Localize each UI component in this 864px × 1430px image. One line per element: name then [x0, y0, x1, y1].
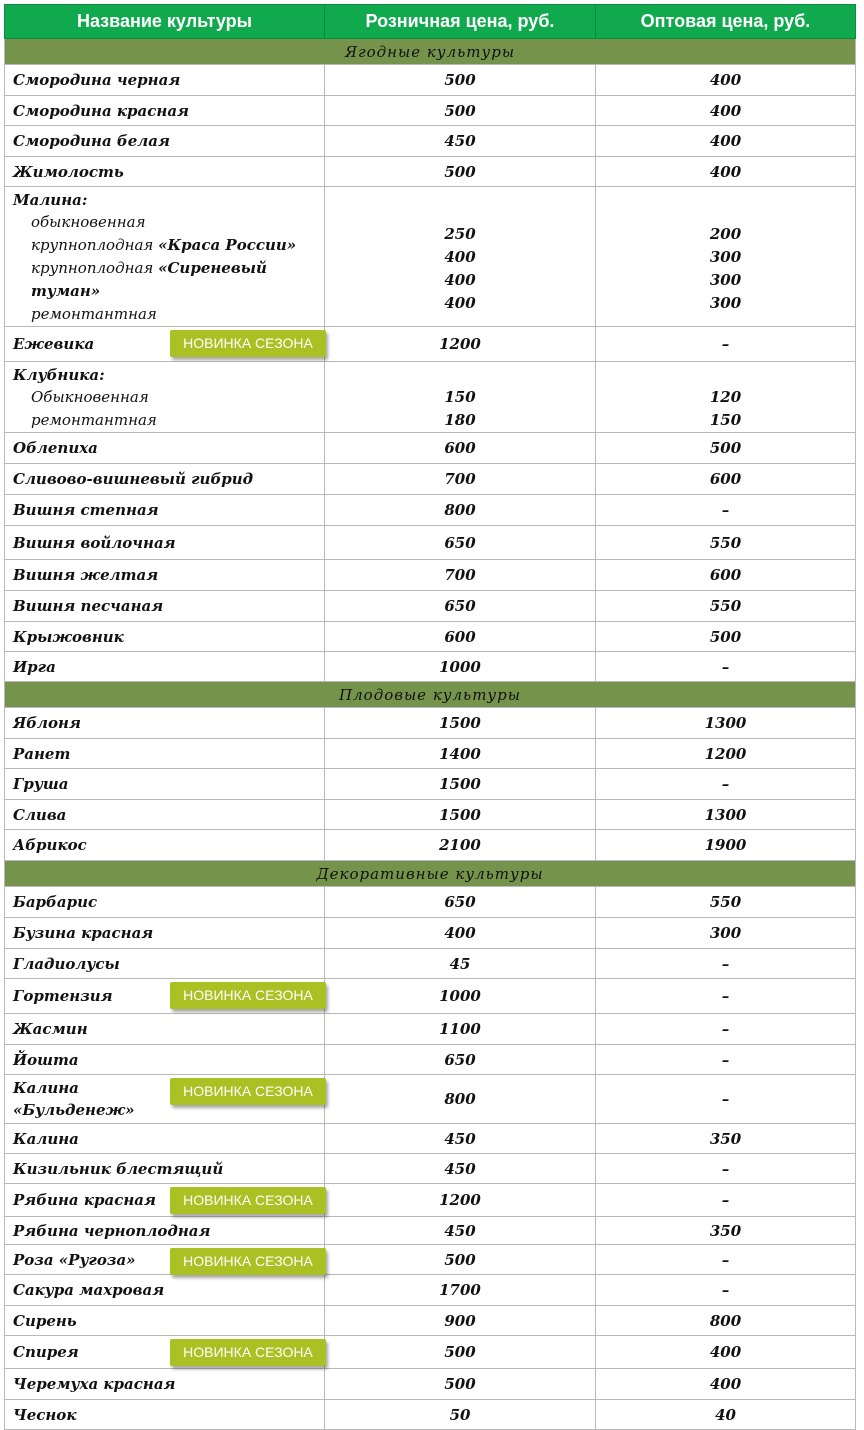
crop-name-cell — [5, 1245, 325, 1275]
crop-name: Жасмин — [5, 1014, 325, 1045]
wholesale-price: 550 — [596, 591, 856, 622]
table-row — [5, 708, 856, 739]
table-row — [5, 433, 856, 464]
retail-price: 250 — [444, 224, 476, 243]
wholesale-price: 1300 — [596, 708, 856, 739]
crop-name: Груша — [5, 769, 325, 800]
table-row — [5, 495, 856, 526]
table-row — [5, 1400, 856, 1430]
table-row — [5, 1217, 856, 1245]
retail-price-group — [325, 362, 596, 433]
crop-name: Барбарис — [5, 887, 325, 918]
wholesale-price: 350 — [596, 1217, 856, 1245]
crop-name: Жимолость — [5, 157, 325, 187]
wholesale-price: 300 — [596, 918, 856, 949]
wholesale-price: 550 — [596, 887, 856, 918]
table-row — [5, 1306, 856, 1336]
retail-price: 700 — [325, 560, 596, 591]
crop-name: Клубника: — [13, 366, 105, 384]
section-title: Плодовые культуры — [5, 682, 856, 708]
wholesale-price: 300 — [709, 270, 742, 289]
crop-name-group — [5, 362, 325, 433]
retail-price: 50 — [325, 1400, 596, 1430]
retail-price: 900 — [325, 1306, 596, 1336]
column-header-name: Название культуры — [5, 5, 325, 39]
wholesale-price: 500 — [596, 622, 856, 652]
retail-price: 800 — [325, 495, 596, 526]
table-row-raspberry — [5, 187, 856, 327]
wholesale-price: – — [596, 979, 856, 1014]
variety-name: Обыкновенная — [31, 388, 149, 406]
crop-name: Облепиха — [5, 433, 325, 464]
retail-price: 700 — [325, 464, 596, 495]
table-row — [5, 800, 856, 830]
wholesale-price: 120 — [709, 388, 742, 406]
retail-price: 1400 — [325, 739, 596, 769]
wholesale-price-group — [596, 362, 856, 433]
retail-price: 650 — [325, 526, 596, 560]
retail-price: 500 — [325, 1336, 596, 1369]
section-row-decorative — [5, 861, 856, 887]
wholesale-price: 400 — [596, 1369, 856, 1400]
wholesale-price: 600 — [596, 464, 856, 495]
wholesale-price: 300 — [709, 293, 742, 312]
wholesale-price: – — [596, 1184, 856, 1217]
table-row — [5, 1336, 856, 1369]
wholesale-price: 300 — [709, 247, 742, 266]
table-row — [5, 560, 856, 591]
crop-name: Смородина белая — [5, 126, 325, 157]
retail-price: 1500 — [325, 800, 596, 830]
retail-price: 150 — [444, 388, 476, 406]
crop-name: Вишня желтая — [5, 560, 325, 591]
variety-name: ремонтантная — [31, 305, 157, 323]
section-title: Ягодные культуры — [5, 39, 856, 65]
crop-name: Рябина красная — [13, 1191, 156, 1209]
wholesale-price: 550 — [596, 526, 856, 560]
retail-price: 2100 — [325, 830, 596, 861]
crop-name: Черемуха красная — [5, 1369, 325, 1400]
retail-price-group — [325, 187, 596, 327]
crop-name: Смородина красная — [5, 96, 325, 126]
retail-price: 1700 — [325, 1275, 596, 1306]
crop-name-line: Калина — [13, 1079, 79, 1097]
variety-title: «Сиреневый туман» — [31, 259, 267, 300]
retail-price: 650 — [325, 887, 596, 918]
retail-price: 180 — [444, 411, 476, 429]
crop-name: Вишня песчаная — [5, 591, 325, 622]
retail-price: 400 — [444, 293, 476, 312]
crop-name: Бузина красная — [5, 918, 325, 949]
new-season-badge: НОВИНКА СЕЗОНА — [170, 1248, 326, 1275]
crop-name: Яблоня — [5, 708, 325, 739]
wholesale-price: 1200 — [596, 739, 856, 769]
retail-price: 500 — [325, 65, 596, 96]
retail-price: 500 — [325, 1245, 596, 1275]
retail-price: 1000 — [325, 652, 596, 682]
wholesale-price: 500 — [596, 433, 856, 464]
variety-name — [13, 234, 316, 257]
wholesale-price: – — [596, 1275, 856, 1306]
table-row-strawberry — [5, 362, 856, 433]
retail-price: 600 — [325, 622, 596, 652]
table-row — [5, 157, 856, 187]
crop-name: Крыжовник — [5, 622, 325, 652]
table-row — [5, 1184, 856, 1217]
crop-name: Сливово-вишневый гибрид — [5, 464, 325, 495]
crop-name: Вишня войлочная — [5, 526, 325, 560]
table-row — [5, 526, 856, 560]
wholesale-price: – — [596, 949, 856, 979]
retail-price: 1200 — [325, 1184, 596, 1217]
table-row — [5, 126, 856, 157]
crop-name: Абрикос — [5, 830, 325, 861]
wholesale-price: – — [596, 495, 856, 526]
wholesale-price: 200 — [709, 224, 742, 243]
crop-name-cell — [5, 1184, 325, 1217]
table-row — [5, 949, 856, 979]
retail-price: 500 — [325, 1369, 596, 1400]
crop-name-group — [5, 187, 325, 327]
crop-name: Рябина черноплодная — [5, 1217, 325, 1245]
crop-name: Сакура махровая — [5, 1275, 325, 1306]
crop-name: Йошта — [5, 1045, 325, 1075]
new-season-badge: НОВИНКА СЕЗОНА — [170, 330, 326, 357]
wholesale-price: – — [596, 652, 856, 682]
crop-name: Ирга — [5, 652, 325, 682]
variety-title: «Краса России» — [158, 236, 297, 254]
table-row — [5, 1245, 856, 1275]
table-row — [5, 591, 856, 622]
crop-name: Калина — [5, 1124, 325, 1154]
table-row — [5, 1045, 856, 1075]
retail-price: 450 — [325, 1154, 596, 1184]
table-row — [5, 1154, 856, 1184]
retail-price: 450 — [325, 126, 596, 157]
crop-name: Ранет — [5, 739, 325, 769]
wholesale-price: – — [596, 1014, 856, 1045]
wholesale-price: 600 — [596, 560, 856, 591]
wholesale-price: 400 — [596, 1336, 856, 1369]
column-header-wholesale: Оптовая цена, руб. — [596, 5, 856, 39]
wholesale-price: 350 — [596, 1124, 856, 1154]
new-season-badge: НОВИНКА СЕЗОНА — [170, 1078, 326, 1105]
wholesale-price: 400 — [596, 126, 856, 157]
retail-price: 500 — [325, 157, 596, 187]
retail-price: 1500 — [325, 708, 596, 739]
table-row — [5, 1124, 856, 1154]
table-row — [5, 887, 856, 918]
crop-name: Вишня степная — [5, 495, 325, 526]
table-row — [5, 1369, 856, 1400]
retail-price: 1200 — [325, 327, 596, 362]
variety-name: ремонтантная — [31, 411, 157, 429]
wholesale-price: 1300 — [596, 800, 856, 830]
section-row-berry — [5, 39, 856, 65]
retail-price: 650 — [325, 1045, 596, 1075]
wholesale-price: 40 — [596, 1400, 856, 1430]
section-row-fruit — [5, 682, 856, 708]
retail-price: 600 — [325, 433, 596, 464]
crop-name: Гладиолусы — [5, 949, 325, 979]
new-season-badge: НОВИНКА СЕЗОНА — [170, 982, 326, 1009]
table-row — [5, 464, 856, 495]
wholesale-price: – — [596, 769, 856, 800]
crop-name-line: «Бульденеж» — [13, 1101, 135, 1119]
table-row — [5, 652, 856, 682]
crop-name: Роза «Ругоза» — [13, 1250, 136, 1269]
table-row — [5, 739, 856, 769]
crop-name: Кизильник блестящий — [5, 1154, 325, 1184]
retail-price: 45 — [325, 949, 596, 979]
new-season-badge: НОВИНКА СЕЗОНА — [170, 1187, 326, 1214]
new-season-badge: НОВИНКА СЕЗОНА — [170, 1339, 326, 1366]
retail-price: 1000 — [325, 979, 596, 1014]
variety-prefix: крупноплодная — [31, 236, 159, 254]
retail-price: 500 — [325, 96, 596, 126]
retail-price: 400 — [444, 247, 476, 266]
wholesale-price: – — [596, 1045, 856, 1075]
crop-name-cell — [5, 1075, 325, 1124]
table-row — [5, 96, 856, 126]
crop-name: Смородина черная — [5, 65, 325, 96]
variety-name — [13, 257, 316, 303]
retail-price: 450 — [325, 1217, 596, 1245]
retail-price: 400 — [444, 270, 476, 289]
crop-name: Слива — [5, 800, 325, 830]
table-row — [5, 622, 856, 652]
variety-name: обыкновенная — [31, 213, 146, 231]
wholesale-price: 400 — [596, 65, 856, 96]
variety-prefix: крупноплодная — [31, 259, 159, 277]
crop-name: Сирень — [5, 1306, 325, 1336]
crop-name: Малина: — [13, 191, 88, 209]
wholesale-price: 800 — [596, 1306, 856, 1336]
table-row — [5, 1075, 856, 1124]
wholesale-price: – — [596, 1154, 856, 1184]
crop-name: Гортензия — [13, 987, 113, 1005]
crop-name-cell — [5, 327, 325, 362]
wholesale-price: – — [596, 327, 856, 362]
crop-name-cell — [5, 1336, 325, 1369]
table-row — [5, 1014, 856, 1045]
wholesale-price: – — [596, 1075, 856, 1124]
price-table — [4, 4, 856, 1430]
table-row — [5, 830, 856, 861]
crop-name: Ежевика — [13, 335, 95, 353]
table-row — [5, 769, 856, 800]
crop-name: Чеснок — [5, 1400, 325, 1430]
retail-price: 400 — [325, 918, 596, 949]
wholesale-price: 1900 — [596, 830, 856, 861]
wholesale-price: – — [596, 1245, 856, 1275]
retail-price: 650 — [325, 591, 596, 622]
column-header-retail: Розничная цена, руб. — [325, 5, 596, 39]
wholesale-price: 400 — [596, 157, 856, 187]
wholesale-price-group — [596, 187, 856, 327]
retail-price: 1500 — [325, 769, 596, 800]
retail-price: 1100 — [325, 1014, 596, 1045]
table-row — [5, 327, 856, 362]
header-row — [5, 5, 856, 39]
table-row — [5, 918, 856, 949]
table-row — [5, 65, 856, 96]
retail-price: 450 — [325, 1124, 596, 1154]
table-row — [5, 979, 856, 1014]
retail-price: 800 — [325, 1075, 596, 1124]
wholesale-price: 400 — [596, 96, 856, 126]
crop-name: Спирея — [13, 1343, 79, 1361]
section-title: Декоративные культуры — [5, 861, 856, 887]
crop-name-cell — [5, 979, 325, 1014]
wholesale-price: 150 — [709, 411, 742, 429]
table-row — [5, 1275, 856, 1306]
